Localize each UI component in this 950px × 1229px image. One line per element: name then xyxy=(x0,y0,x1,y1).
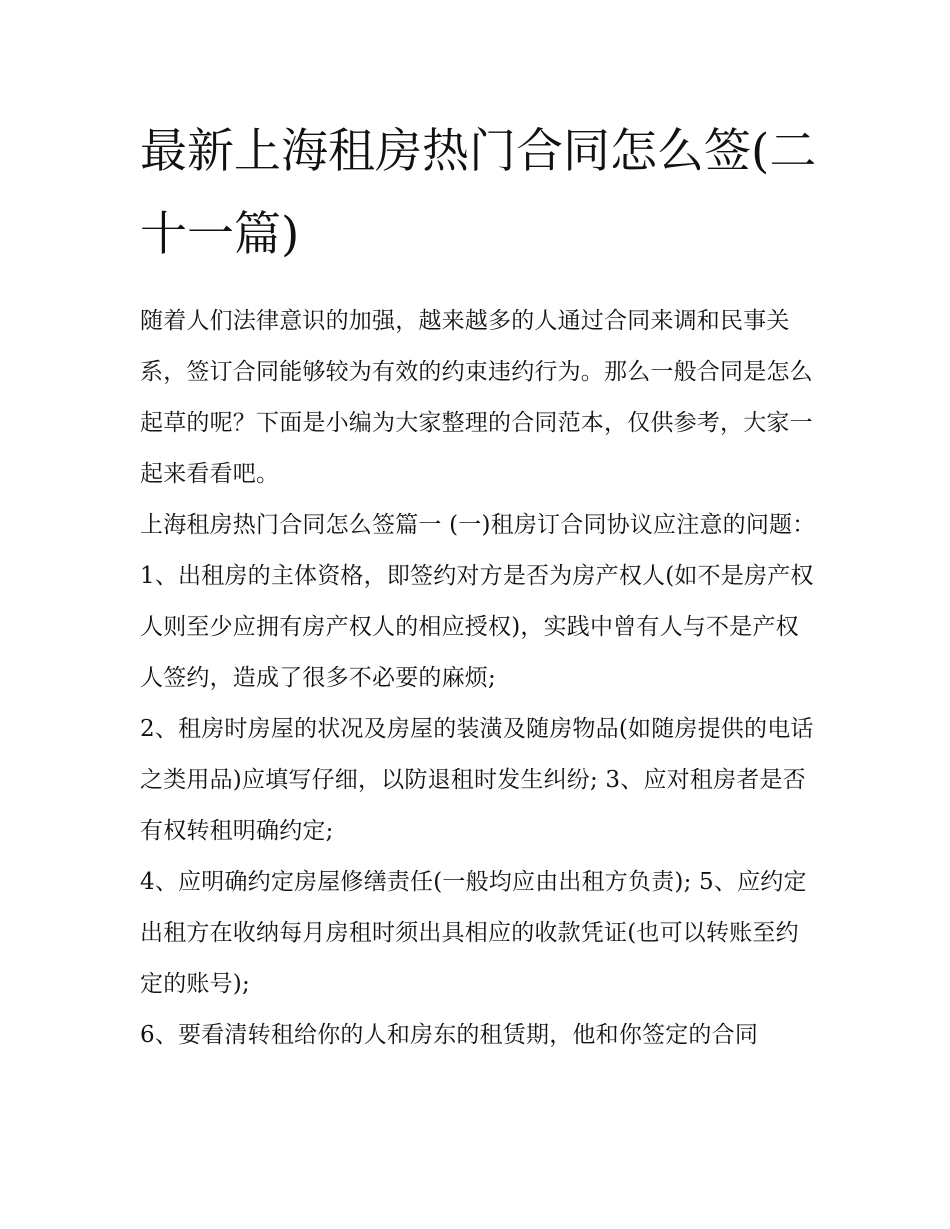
intro-paragraph: 随着人们法律意识的加强，越来越多的人通过合同来调和民事关系，签订合同能够较为有效的约束违约行为。那么一般合同是怎么起草的呢？下面是小编为大家整理的合同范本，仅供参考，大家一起来看看吧。 xyxy=(140,308,813,487)
list-item-2-3: 2、租房时房屋的状况及房屋的装潢及随房物品(如随房提供的电话之类用品)应填写仔细，以防退租时发生纠纷; 3、应对租房者是否有权转租明确约定; xyxy=(140,716,814,844)
list-item-6: 6、要看清转租给你的人和房东的租赁期，他和你签定的合同 xyxy=(140,1022,759,1048)
list-item-1: 1、出租房的主体资格，即签约对方是否为房产权人(如不是房产权人则至少应拥有房产权人的相应授权)，实践中曾有人与不是产权人签约，造成了很多不必要的麻烦; xyxy=(140,563,814,691)
section-heading-paragraph: 上海租房热门合同怎么签篇一 (一)租房订合同协议应注意的问题： xyxy=(140,512,816,538)
list-item-4-5: 4、应明确约定房屋修缮责任(一般均应由出租方负责); 5、应约定出租方在收纳每月房租时须出具相应的收款凭证(也可以转账至约定的账号); xyxy=(140,869,807,997)
document-page xyxy=(140,110,820,1061)
document-title: 最新上海租房热门合同怎么签(二十一篇) xyxy=(140,124,817,262)
